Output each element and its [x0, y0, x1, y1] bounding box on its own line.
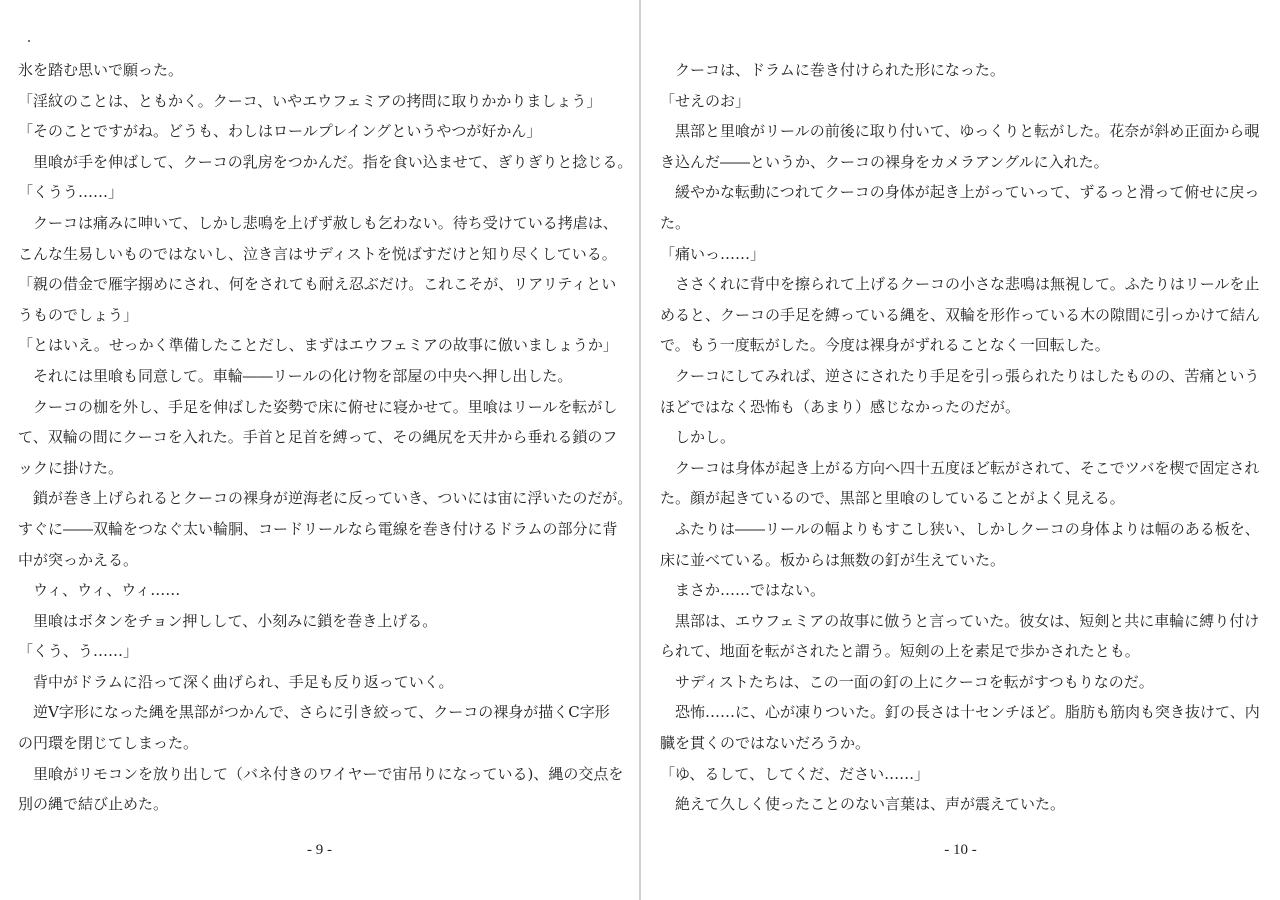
- page-10-text: [660, 55, 1270, 820]
- text-line: 臓を貫くのではないだろうか。: [660, 734, 871, 753]
- text-line: た。顔が起きているので、黒部と里喰のしていることがよく見える。: [660, 489, 1125, 508]
- text-line: 絶えて久しく使ったことのない言葉は、声が震えていた。: [660, 795, 1066, 814]
- text-line: 逆V字形になった縄を黒部がつかんで、さらに引き絞って、クーコの裸身が描くC字形: [18, 703, 610, 722]
- text-line: て、双輪の間にクーコを入れた。手首と足首を縛って、その縄尻を天井から垂れる鎖のフ: [18, 428, 618, 447]
- text-line: き込んだ――というか、クーコの裸身をカメラアングルに入れた。: [660, 152, 1109, 171]
- text-line: 「そのことですがね。どうも、わしはロールプレイングというやつが好かん」: [18, 122, 542, 141]
- text-line: 別の縄で結び止めた。: [18, 795, 169, 814]
- text-line: ウィ、ウィ、ウィ……: [18, 581, 181, 600]
- text-line: すぐに――双輪をつなぐ太い輪胴、コードリールなら電線を巻き付けるドラムの部分に背: [18, 519, 618, 538]
- text-line: た。: [660, 213, 691, 232]
- text-line: 背中がドラムに沿って深く曲げられ、手足も反り返っていく。: [18, 672, 454, 691]
- stray-dot: [28, 40, 30, 42]
- text-line: 氷を踏む思いで願った。: [18, 61, 184, 79]
- text-line: 「くうう……」: [18, 183, 124, 202]
- text-line: うものでしょう」: [18, 305, 139, 324]
- text-line: 黒部は、エウフェミアの故事に倣うと言っていた。彼女は、短剣と共に車輪に縛り付け: [660, 611, 1260, 630]
- text-line: こんな生易しいものではないし、泣き言はサディストを悦ばすだけと知り尽くしている。: [18, 244, 617, 263]
- text-line: 鎖が巻き上げられるとクーコの裸身が逆海老に反っていき、ついには宙に浮いたのだが。: [18, 489, 633, 508]
- text-line: 里喰が手を伸ばして、クーコの乳房をつかんだ。指を食い込ませて、ぎりぎりと捻じる。: [18, 152, 633, 171]
- text-line: それには里喰も同意して。車輪――リールの化け物を部屋の中央へ押し出した。: [18, 366, 573, 385]
- page-9: [0, 0, 639, 900]
- text-line: 「ゆ、るして、してくだ、ださい……」: [660, 764, 930, 783]
- text-line: クーコの枷を外し、手足を伸ばした姿勢で床に俯せに寝かせて。里喰はリールを転がし: [18, 397, 618, 416]
- page-9-text: [18, 55, 633, 820]
- text-line: しかし。: [660, 428, 736, 447]
- text-line: 「淫紋のことは、ともかく。クーコ、いやエウフェミアの拷問に取りかかりましょう」: [18, 91, 602, 110]
- text-line: ささくれに背中を擦られて上げるクーコの小さな悲鳴は無視して。ふたりはリールを止: [660, 275, 1260, 294]
- text-line: 恐怖……に、心が凍りついた。釘の長さは十センチほど。脂肪も筋肉も突き抜けて、内: [660, 703, 1260, 722]
- text-line: 床に並べている。板からは無数の釘が生えていた。: [660, 550, 1006, 569]
- page-10: [641, 0, 1280, 900]
- page-number: - 10 -: [944, 842, 977, 858]
- text-line: ほどではなく恐怖も（あまり）感じなかったのだが。: [660, 397, 1021, 416]
- text-line: 「せえのお」: [660, 91, 751, 110]
- text-line: 中が突っかえる。: [18, 550, 139, 569]
- text-line: 緩やかな転動につれてクーコの身体が起き上がっていって、ずるっと滑って俯せに戻っ: [660, 183, 1260, 202]
- text-line: 「親の借金で雁字搦めにされ、何をされても耐え忍ぶだけ。これこそが、リアリティとい: [18, 275, 617, 294]
- text-line: で。もう一度転がした。今度は裸身がずれることなく一回転した。: [660, 336, 1110, 355]
- text-line: 「とはいえ。せっかく準備したことだし、まずはエウフェミアの故事に倣いましょうか」: [18, 336, 618, 355]
- text-line: クーコは、ドラムに巻き付けられた形になった。: [660, 61, 1005, 79]
- text-line: クーコは痛みに呻いて、しかし悲鳴を上げず赦しも乞わない。待ち受けている拷虐は、: [18, 213, 618, 232]
- text-line: めると、クーコの手足を縛っている縄を、双輪を形作っている木の隙間に引っかけて結ん: [660, 305, 1261, 324]
- text-line: られて、地面を転がされたと謂う。短剣の上を素足で歩かされたとも。: [660, 642, 1140, 661]
- page-number: - 9 -: [307, 842, 332, 858]
- text-line: 黒部と里喰がリールの前後に取り付いて、ゆっくりと転がした。花奈が斜め正面から覗: [660, 122, 1260, 141]
- text-line: ックに掛けた。: [18, 458, 124, 477]
- text-line: の円環を閉じてしまった。: [18, 734, 199, 753]
- text-line: 「痛いっ……」: [660, 244, 766, 263]
- text-line: サディストたちは、この一面の釘の上にクーコを転がすつもりなのだ。: [660, 672, 1154, 691]
- text-line: クーコは身体が起き上がる方向へ四十五度ほど転がされて、そこでツバを楔で固定され: [660, 458, 1260, 477]
- text-line: ふたりは――リールの幅よりもすこし狭い、しかしクーコの身体よりは幅のある板を、: [660, 519, 1260, 538]
- text-line: クーコにしてみれば、逆さにされたり手足を引っ張られたりはしたものの、苦痛という: [660, 366, 1260, 385]
- text-line: 里喰はボタンをチョン押しして、小刻みに鎖を巻き上げる。: [18, 611, 438, 630]
- text-line: 「くう、う……」: [18, 642, 139, 661]
- text-line: 里喰がリモコンを放り出して（バネ付きのワイヤーで宙吊りになっている)、縄の交点を: [18, 764, 624, 783]
- text-line: まさか……ではない。: [660, 581, 826, 600]
